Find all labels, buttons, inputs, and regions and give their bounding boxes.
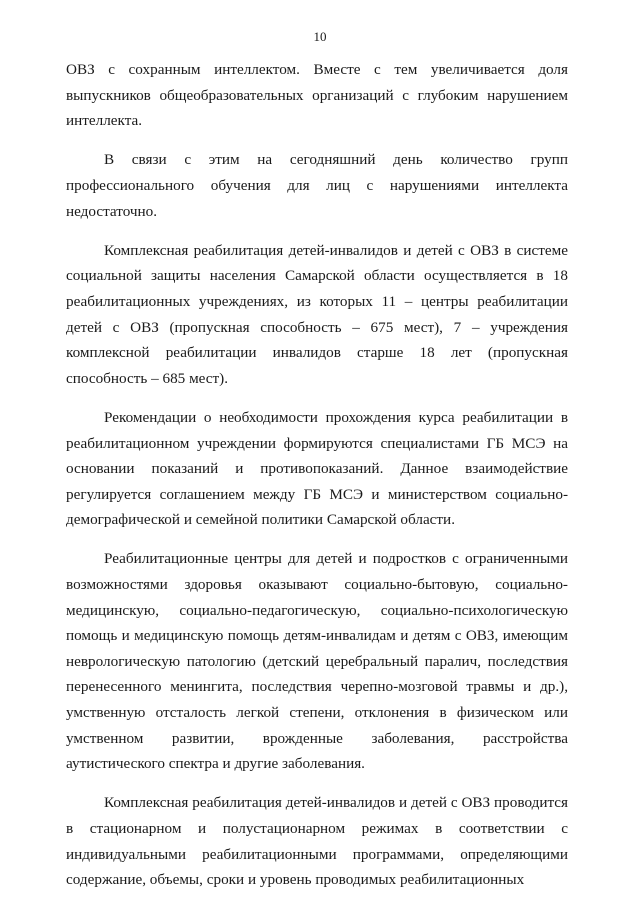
paragraph-referral-recommendations: Рекомендации о необходимости прохождения курса реабилитации в реабилитационном учреждении формируются специалистами ГБ МСЭ на основании показаний и противопоказаний. Данное взаимодействие регулируется соглашением между ГБ МСЭ и министерством социально-демографической и семейной политики Самарской области. [66, 408, 568, 529]
document-body [66, 57, 568, 893]
paragraph-rehabilitation-modes: Комплексная реабилитация детей-инвалидов и детей с ОВЗ проводится в стационарном и полустационарном режимах в соответствии с индивидуальными реабилитационными программами, определяющими содержание, объемы, сроки и уровень проводимых реабилитационных [66, 794, 568, 889]
paragraph-rehabilitation-institutions: Комплексная реабилитация детей-инвалидов и детей с ОВЗ в системе социальной защиты населения Самарской области осуществляется в 18 реабилитационных учреждениях, из которых 11 – центры реабилитации детей с ОВЗ (пропускная способность – 675 мест), 7 – учреждения комплексной реабилитации инвалидов старше 18 лет (пропускная способность – 685 мест). [66, 241, 568, 387]
paragraph-vocational-groups: В связи с этим на сегодняшний день количество групп профессионального обучения для лиц с нарушениями интеллекта недостаточно. [66, 151, 568, 220]
page-number: 10 [313, 29, 327, 44]
paragraph-continuation: ОВЗ с сохранным интеллектом. Вместе с тем увеличивается доля выпускников общеобразовательных организаций с глубоким нарушением интеллекта. [66, 61, 568, 130]
paragraph-rehabilitation-centers: Реабилитационные центры для детей и подростков с ограниченными возможностями здоровья оказывают социально-бытовую, социально-медицинскую, социально-педагогическую, социально-психологическую помощь и медицинскую помощь детям-инвалидам и детям с ОВЗ, имеющим неврологическую патологию (детский церебральный паралич, последствия перенесенного менингита, последствия черепно-мозговой травмы и др.), умственную отсталость легкой степени, отклонения в физическом или умственном развитии, врожденные заболевания, расстройства аутистического спектра и другие заболевания. [66, 550, 568, 773]
